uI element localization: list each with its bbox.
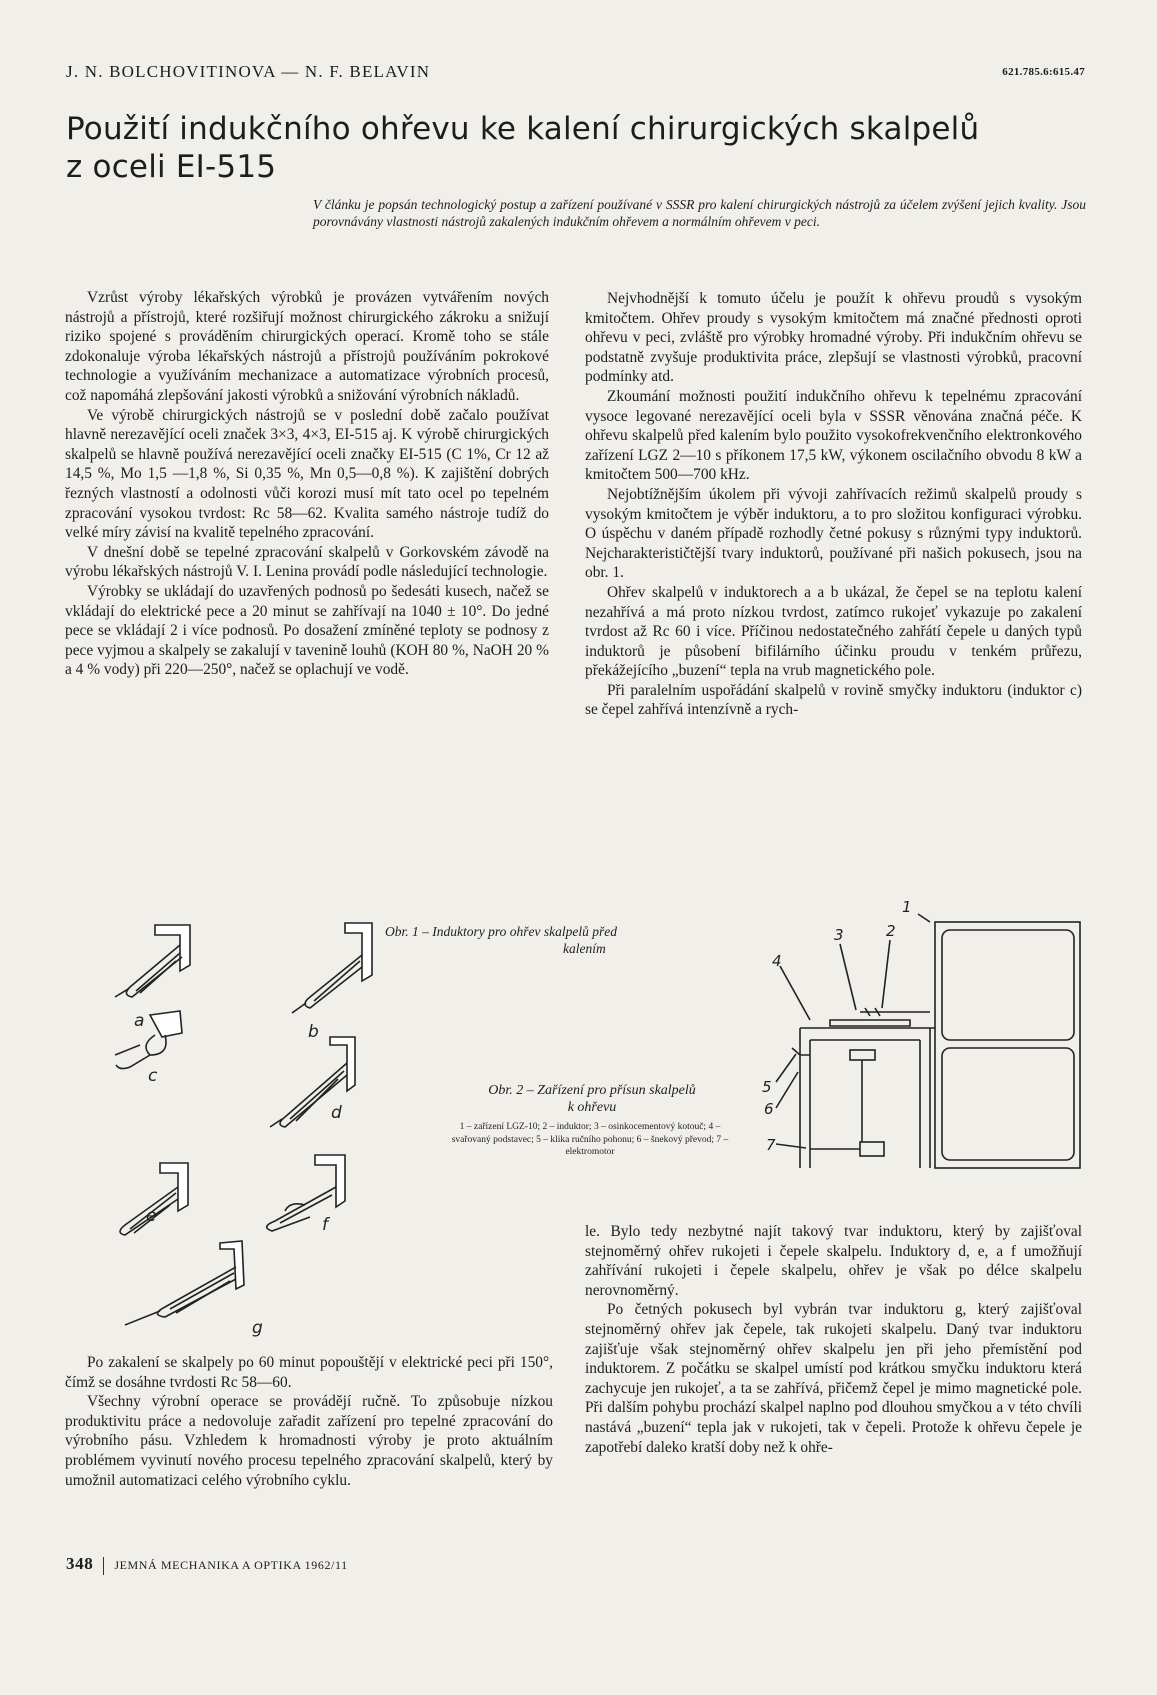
label-a: a <box>134 1011 145 1031</box>
label-4: 4 <box>772 952 782 970</box>
figure-2-caption <box>442 1082 742 1116</box>
inductor-g-illustration <box>125 1241 244 1325</box>
paragraph: Ve výrobě chirurgických nástrojů se v poslední době začalo používat hlavně nerezavějící oceli značek 3×3, 4×3, EI-515 aj. K výrobě chirurgických skalpelů se hlavně používá nerezavějící oceli značky EI-515 (C 1%, Cr 12 až 14,5 %, Mo 1,5 —1,8 %, Si 0,35 %, Mn 0,5—0,8 %). K zajištění dobrých řezných vlastností a odolnosti vůči korozi musí mít tato ocel po tepelném zpracování vysokou tvrdost: Rc 58—62. Kvalita samého nástroje tudíž do velké míry závisí na kvalitě tepelného zpracování. <box>65 406 549 542</box>
footer-divider <box>103 1557 104 1575</box>
right-column-bottom <box>585 1222 1082 1457</box>
figure-2-caption-line-2: k ohřevu <box>567 1100 617 1115</box>
label-7: 7 <box>766 1136 776 1154</box>
paragraph: V dnešní době se tepelné zpracování skalpelů v Gorkovském závodě na výrobu lékařských nástrojů V. I. Lenina provádí podle následující technologie. <box>65 543 549 581</box>
right-column-top <box>585 289 1082 720</box>
paragraph: Nejvhodnější k tomuto účelu je použít k ohřevu proudů s vysokým kmitočtem. Ohřev proudy s vysokým kmitočtem má značné přednosti oproti ohřevu v peci, zvláště pro výrobky hromadné výroby. Při indukčním ohřevu se podstatně zvyšuje produktivita práce, zlepšují se vlastnosti výrobků, pracovní podmínky atd. <box>585 290 1082 386</box>
paragraph: Všechny výrobní operace se provádějí ručně. To způsobuje nízkou produktivitu práce a nedovoluje zařadit zařízení pro tepelné zpracování do výrobního pásu. Vzhledem k hromadnosti výroby je proto aktuálním problémem vyvinutí nového procesu tepelného zpracování skalpelů, který by umožnil automatizaci celého výrobního cyklu. <box>65 1393 553 1489</box>
label-5: 5 <box>762 1078 772 1096</box>
paragraph: le. Bylo tedy nezbytné najít takový tvar induktoru, který by zajišťoval stejnoměrný ohřev rukojeti i čepele skalpelu. Induktory d, e, a f umožňují zahřívání rukojeti i čepele skalpelu, ohřev je však po délce skalpelu nerovnoměrný. <box>585 1223 1082 1299</box>
paragraph: Po četných pokusech byl vybrán tvar induktoru g, který zajišťoval stejnoměrný ohřev jak čepele, tak rukojeti skalpelu. Daný tvar induktoru zajišťuje však stejnoměrný ohřev skalpelu jen při jeho přemístění pod induktorem. Z počátku se skalpel umístí pod krátkou smyčku induktoru která zachycuje jen rukojeť, a ta se zahřívá, přičemž čepel je mimo magnetické pole. Při dalším pohybu prochází skalpel naplno pod dlouhou smyčkou a v této chvíli nastává „buzení“ tepla jak v rukojeti, tak v čepeli. Protože k ohřevu čepele je zapotřebí daleko kratší doby než k ohře- <box>585 1301 1082 1456</box>
cabinet-lgz-10 <box>935 922 1080 1168</box>
page-footer <box>66 1554 348 1575</box>
paragraph: Nejobtížnějším úkolem při vývoji zahřívacích režimů skalpelů proudy s vysokým kmitočtem je výběr induktoru, a to pro složitou konfiguraci výrobku. O úspěchu v daném případě rozhodly četné pokusy s různými typy induktorů. Nejcharakterističtější tvary induktorů, používané při našich pokusech, jsou na obr. 1. <box>585 485 1082 582</box>
paragraph: Zkoumání možnosti použití indukčního ohřevu k tepelnému zpracování vysoce legované nerezavějící oceli byla v SSSR věnována značná péče. K ohřevu skalpelů před kalením bylo použito vysokofrekvenčního elektronkového zařízení LGZ 2—10 s příkonem 17,5 kW, výkonem oscilačního obvodu 8 kW a kmitočtem 500—700 kHz. <box>585 387 1082 484</box>
label-c: c <box>148 1066 158 1086</box>
article-authors: J. N. BOLCHOVITINOVA — N. F. BELAVIN <box>66 62 431 81</box>
label-1: 1 <box>902 898 912 916</box>
title-line-2: z oceli EI-515 <box>66 149 277 185</box>
figure-1-caption <box>385 923 617 957</box>
inductor-b-illustration <box>292 923 372 1013</box>
left-column-bottom <box>65 1353 553 1490</box>
paragraph: Ohřev skalpelů v induktorech a a b ukázal, že čepel se na teplotu kalení nezahřívá a má proto nízkou tvrdost, zatímco rukojeť vykazuje po zakalení tvrdost až Rc 60 i více. Příčinou nedostatečného zahřátí čepele u daných typů induktorů je působení bifilárního účinku proudu v tenkém průřezu, překážejícího „buzení“ tepla na vrub magnetického pole. <box>585 583 1082 680</box>
label-b: b <box>308 1022 319 1042</box>
figure-2-legend: 1 – zařízení LGZ-10; 2 – induktor; 3 – osinkocementový kotouč; 4 – svařovaný podstavec; 5 – klika ručního pohonu; 6 – šnekový převod; 7 – elektromotor <box>451 1122 729 1157</box>
article-title <box>66 110 1066 186</box>
paragraph: Po zakalení se skalpely po 60 minut popouštějí v elektrické peci při 150°, čímž se dosáhne tvrdosti Rc 58—60. <box>65 1354 553 1391</box>
udc-code: 621.785.6:615.47 <box>1002 66 1085 78</box>
figure-1-caption-line-1: Obr. 1 – Induktory pro ohřev skalpelů před <box>385 924 617 939</box>
figure-1-caption-line-2: kalením <box>563 941 606 956</box>
figure-2-caption-line-1: Obr. 2 – Zařízení pro přísun skalpelů <box>488 1083 696 1098</box>
abstract: V článku je popsán technologický postup a zařízení používané v SSSR pro kalení chirurgických nástrojů za účelem zvýšení jejich kvality. Jsou porovnávány vlastnosti nástrojů zakalených indukčním ohřevem a normálním ohřevem v peci. <box>313 197 1086 229</box>
title-line-1: Použití indukčního ohřevu ke kalení chirurgických skalpelů <box>66 111 980 147</box>
journal-name: JEMNÁ MECHANIKA A OPTIKA 1962/11 <box>114 1558 348 1572</box>
label-f: f <box>322 1215 328 1235</box>
label-g: g <box>252 1318 263 1338</box>
label-6: 6 <box>764 1100 774 1118</box>
inductor-d-illustration <box>270 1037 355 1127</box>
page-number: 348 <box>66 1554 94 1573</box>
label-e: e <box>146 1206 157 1226</box>
figure-1-inductors <box>110 905 410 1345</box>
label-2: 2 <box>886 922 896 940</box>
paragraph: Vzrůst výroby lékařských výrobků je provázen vytvářením nových nástrojů a přístrojů, které rozšiřují možnost chirurgického zákroku a snižují riziko spojené s prováděním chirurgických operací. Kromě toho se stále zdokonaluje výroba lékařských nástrojů a přístrojů používáním pokrokové technologie a využíváním mechanizace a automatizace výrobních procesů, což napomáhá zlepšování jakosti výrobků a snižování výrobních nákladů. <box>65 289 549 404</box>
left-column-top <box>65 288 549 680</box>
paragraph: Při paralelním uspořádání skalpelů v rovině smyčky induktoru (induktor c) se čepel zahřívá intenzívně a rych- <box>585 681 1082 719</box>
paragraph: Výrobky se ukládají do uzavřených podnosů po šedesáti kusech, načež se vkládají do elektrické pece a 20 minut se zahřívají na 1040 ± 10°. Do jedné pece se vkládají 2 i více podnosů. Po dosažení zmíněné teploty se podnosy z pece vyjmou a skalpely se zakalují v tavenině louhů (KOH 80 %, NaOH 20 % a 4 % vody) při 220—250°, načež se oplachují ve vodě. <box>65 582 549 679</box>
inductor-c-illustration <box>115 1011 182 1069</box>
inductor-a-illustration <box>115 925 190 997</box>
label-d: d <box>331 1103 342 1123</box>
figure-2-device <box>762 898 1085 1175</box>
label-3: 3 <box>834 926 844 944</box>
inductor-f-illustration <box>267 1155 345 1231</box>
